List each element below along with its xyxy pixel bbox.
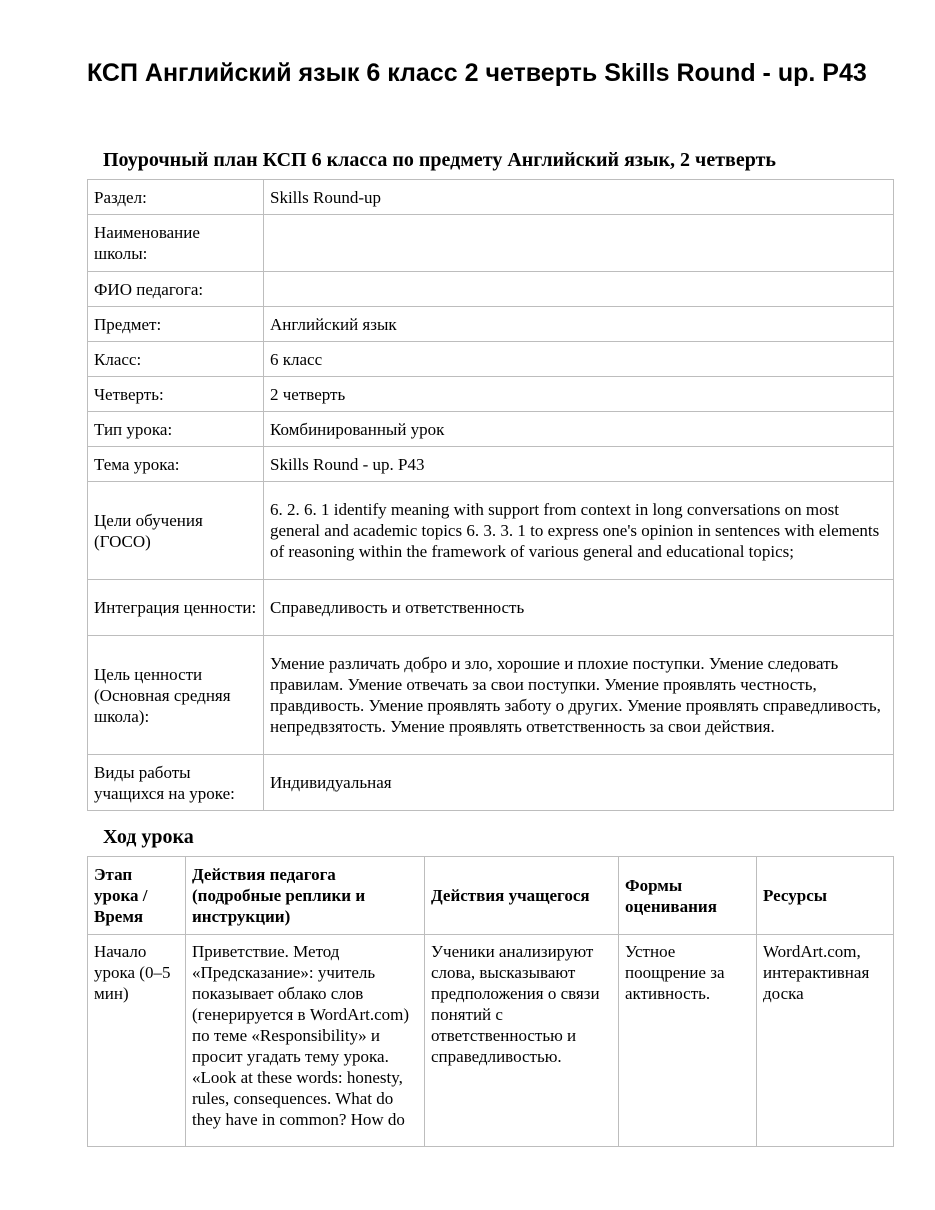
info-row-learning-objectives [88,482,894,580]
info-label: Тема урока: [88,447,264,482]
info-row-section [88,180,894,215]
header-stage: Этап урока / Время [88,857,186,935]
info-label: Тип урока: [88,412,264,447]
info-label: Интеграция ценности: [88,580,264,636]
cell-stage: Начало урока (0–5 мин) [88,935,186,1147]
table-row [88,935,894,1147]
info-label: Класс: [88,342,264,377]
info-value: 6 класс [264,342,894,377]
info-row-teacher [88,272,894,307]
info-label: Цели обучения (ГОСО) [88,482,264,580]
info-value: Skills Round - up. P43 [264,447,894,482]
cell-student-actions: Ученики анализируют слова, высказывают предположения о связи понятий с ответственностью и справедливостью. [425,935,619,1147]
info-label: ФИО педагога: [88,272,264,307]
info-label: Цель ценности (Основная средняя школа): [88,636,264,755]
info-value: 2 четверть [264,377,894,412]
info-value: Skills Round-up [264,180,894,215]
header-teacher-actions: Действия педагога (подробные реплики и инструкции) [186,857,425,935]
info-row-school [88,215,894,272]
info-row-value-integration [88,580,894,636]
header-resources: Ресурсы [757,857,894,935]
info-value [264,215,894,272]
header-student-actions: Действия учащегося [425,857,619,935]
info-label: Раздел: [88,180,264,215]
cell-assessment: Устное поощрение за активность. [619,935,757,1147]
lesson-header-row [88,857,894,935]
info-value: Комбинированный урок [264,412,894,447]
info-value: Индивидуальная [264,755,894,811]
info-row-subject [88,307,894,342]
info-label: Предмет: [88,307,264,342]
header-assessment: Формы оценивания [619,857,757,935]
page-title: КСП Английский язык 6 класс 2 четверть Skills Round - up. P43 [87,59,867,87]
info-row-quarter [88,377,894,412]
cell-resources: WordArt.com, интерактивная доска [757,935,894,1147]
info-value: Английский язык [264,307,894,342]
info-value: Справедливость и ответственность [264,580,894,636]
info-row-grade [88,342,894,377]
info-row-work-types [88,755,894,811]
lesson-flow-table [87,856,894,1147]
info-label: Четверть: [88,377,264,412]
info-row-lesson-topic [88,447,894,482]
info-label: Наименование школы: [88,215,264,272]
lesson-heading: Ход урока [103,826,194,848]
info-row-lesson-type [88,412,894,447]
info-value [264,272,894,307]
cell-teacher-actions: Приветствие. Метод «Предсказание»: учитель показывает облако слов (генерируется в WordArt.com) по теме «Responsibility» и просит угадать тему урока. «Look at these words: honesty, rules, consequences. What do they have in common? How do [186,935,425,1147]
info-row-value-goal [88,636,894,755]
plan-heading: Поурочный план КСП 6 класса по предмету Английский язык, 2 четверть [103,149,776,171]
info-value: 6. 2. 6. 1 identify meaning with support from context in long conversations on most general and academic topics 6. 3. 3. 1 to express one's opinion in sentences with elements of reasoning within the framework of various general and educational topics; [264,482,894,580]
info-value: Умение различать добро и зло, хорошие и плохие поступки. Умение следовать правилам. Умение отвечать за свои поступки. Умение проявлять честность, правдивость. Умение проявлять заботу о других. Умение проявлять справедливость, непредвзятость. Умение проявлять ответственность за свои действия. [264,636,894,755]
info-label: Виды работы учащихся на уроке: [88,755,264,811]
lesson-info-table [87,179,894,811]
